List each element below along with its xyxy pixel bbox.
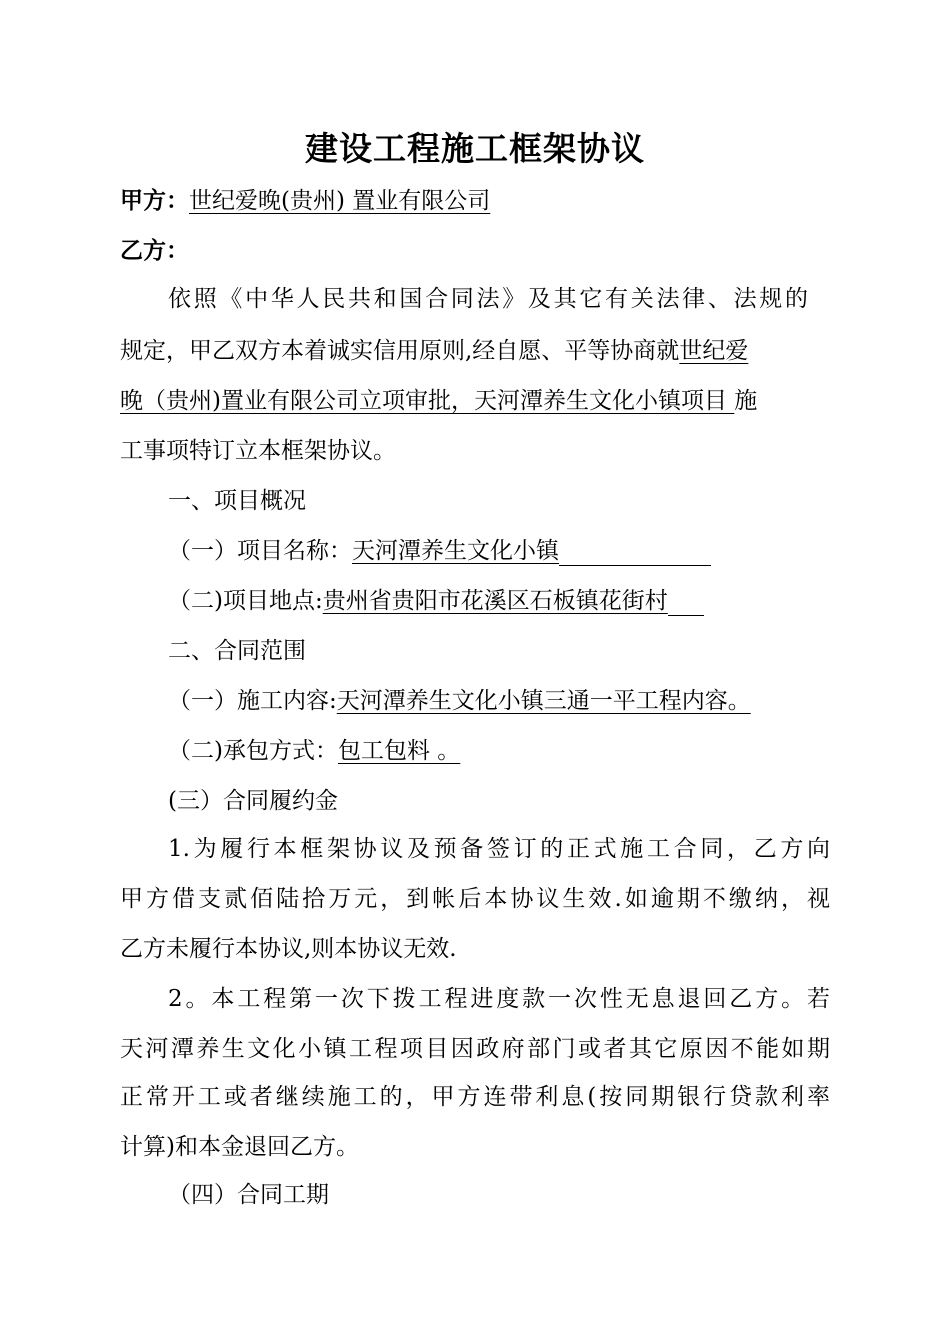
preamble-line-3	[120, 386, 757, 416]
preamble-line-2	[120, 336, 748, 366]
contract-mode-row	[168, 736, 460, 766]
project-location-blank	[668, 588, 704, 616]
preamble-line-1: 依照《中华人民共和国合同法》及其它有关法律、法规的	[168, 286, 808, 312]
clause-2-line-1: 2。本工程第一次下拨工程进度款一次性无息退回乙方。若	[168, 986, 830, 1012]
project-name-blank	[559, 538, 711, 566]
project-name-row	[168, 536, 711, 566]
clause-2-line-3: 正常开工或者继续施工的，甲方连带利息(按同期银行贷款利率	[120, 1084, 830, 1110]
project-location-row	[168, 586, 704, 616]
preamble-line-2-text: 规定，甲乙双方本着诚实信用原则,经自愿、平等协商就	[120, 338, 680, 364]
contract-mode-label: （二)承包方式：	[168, 738, 338, 764]
performance-bond-heading: (三）合同履约金	[168, 788, 338, 814]
clause-2-line-2: 天河潭养生文化小镇工程项目因政府部门或者其它原因不能如期	[120, 1036, 830, 1062]
preamble-project-name: 晚（贵州)置业有限公司立项审批，天河潭养生文化小镇项目	[120, 388, 735, 414]
clause-1-line-3: 乙方未履行本协议,则本协议无效.	[120, 936, 457, 962]
party-a-value: 世纪爱晚(贵州) 置业有限公司	[189, 188, 491, 214]
project-name-label: （一）项目名称：	[168, 538, 352, 564]
party-a-line	[120, 186, 490, 216]
construction-content-label: （一）施工内容:	[168, 688, 337, 714]
preamble-line-4: 工事项特订立本框架协议。	[120, 438, 396, 464]
section-4-heading: （四）合同工期	[168, 1182, 329, 1208]
section-1-heading: 一、项目概况	[168, 488, 306, 514]
project-location-value: 贵州省贵阳市花溪区石板镇花街村	[322, 588, 668, 614]
project-location-label: （二)项目地点:	[168, 588, 323, 614]
party-b-line	[120, 236, 189, 266]
party-b-label: 乙方：	[120, 238, 189, 264]
preamble-project-approval: 世纪爱	[679, 338, 749, 364]
clause-1-line-1: 1.为履行本框架协议及预备签订的正式施工合同，乙方向	[168, 836, 830, 862]
contract-mode-value: 包工包料 。	[337, 738, 461, 764]
construction-content-row	[168, 686, 751, 716]
construction-content-value: 天河潭养生文化小镇三通一平工程内容。	[336, 688, 751, 714]
preamble-line-3-tail: 施	[734, 388, 758, 414]
clause-2-line-4: 计算)和本金退回乙方。	[120, 1134, 359, 1160]
section-2-heading: 二、合同范围	[168, 638, 306, 664]
party-a-label: 甲方：	[120, 188, 189, 214]
clause-1-line-2: 甲方借支贰佰陆拾万元，到帐后本协议生效.如逾期不缴纳，视	[120, 886, 830, 912]
project-name-value: 天河潭养生文化小镇	[352, 538, 559, 564]
document-title: 建设工程施工框架协议	[305, 129, 645, 168]
